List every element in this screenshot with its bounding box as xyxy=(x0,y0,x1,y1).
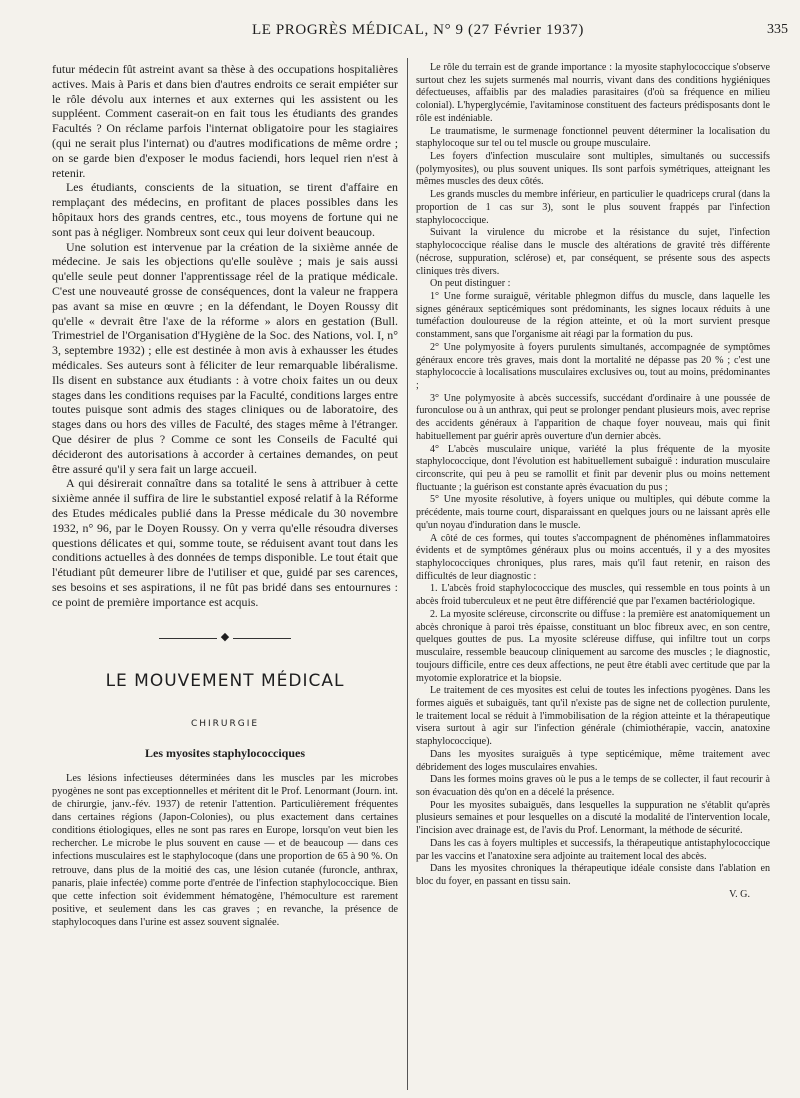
section-title: LE MOUVEMENT MÉDICAL xyxy=(105,670,345,691)
paragraph: Dans les myosites suraiguës à type septicémique, même traitement avec débridement des loges musculaires envahies. xyxy=(416,748,770,773)
paragraph: Dans les cas à foyers multiples et successifs, la thérapeutique antistaphylococcique par les vaccins et l'anatoxine sera adjointe au traitement local des abcès. xyxy=(416,837,770,862)
paragraph: Pour les myosites subaiguës, dans lesquelles la suppuration ne s'établit qu'après plusieurs semaines et pour lesquelles on a discuté la modalité de l'intervention locale, l'incision avec drainage est, de l'avis du Prof. Lenormant, la méthode de sécurité. xyxy=(416,799,770,837)
paragraph: 2° Une polymyosite à foyers purulents simultanés, accompagnée de symptômes généraux encore très graves, mais dont la mortalité ne dépasse pas 20 % ; c'est une staphylococcie à localisations musculaires exclusives ou, tout au moins, prédominantes ; xyxy=(416,341,770,391)
paragraph: Les foyers d'infection musculaire sont multiples, simultanés ou successifs (polymyosites), ou plus souvent uniques. Ils sont parfois symétriques, atteignant les mêmes muscles des deux côtés. xyxy=(416,151,770,188)
paragraph: 2. La myosite scléreuse, circonscrite ou diffuse : la première est anatomiquement un abcès chronique à paroi très épaisse, constituant un bloc fibreux avec, en son centre, quelques gouttes de pus. La myosite scléreuse diffuse, qui infiltre tout un corps musculaire, ressemble beaucoup cliniquement au sarcome des muscles ; le diagnostic, toujours difficile, entre ces deux affections, ne peut être établi avec certitude que par la myotomie exploratrice et la biopsie. xyxy=(416,608,770,684)
paragraph: Les lésions infectieuses déterminées dans les muscles par les microbes pyogènes ne sont pas exceptionnelles et méritent dit le Prof. Lenormant (Journ. int. de chirurgie, janv.-fév. 1937) de retenir l'attention. Particulièrement fréquentes dans certaines régions (Japon-Colonies), ou plus exactement dans certaines conditions étiologiques, elles ne sont pas rares en Europe, lorsqu'on veut bien les rechercher. Le microbe le plus souvent en cause — et de beaucoup — dans ces infections musculaires est le staphylocoque (dans une proportion de 65 à 90 %. On retrouve, dans plus de la moitié des cas, une lésion cutanée (furoncle, anthrax, panaris, plaie infectée) comme porte d'entrée de l'infection staphylococcique. Bien que cette infection soit évidemment hématogène, l'hémoculture est rarement positive, et seulement dans les cas graves ; en revanche, la présence de staphylocoques dans l'urine est assez souvent signalée. xyxy=(52,772,398,928)
editorial-text xyxy=(52,62,398,609)
article-title: Les myosites staphylococciques xyxy=(145,745,305,760)
ornament-line xyxy=(233,638,291,639)
paragraph: futur médecin fût astreint avant sa thèse à des occupations hospitalières actives. Mais à Paris et dans bien d'autres endroits ce serait empiéter sur le rôle dévolu aux internes et aux externes qui les assistent ou les suppléent. Comment caserait-on en fait tous les étudiants des grandes Facultés ? On réclame parfois l'internat obligatoire pour les stagiaires (qui ne serait plus l'internat) ou d'autres modifications de même ordre ; on se garde bien d'exposer le modus faciendi, hors lequel rien n'est à retenir. xyxy=(52,62,398,180)
paragraph: Les étudiants, conscients de la situation, se tirent d'affaire en remplaçant des médecins, en profitant de places possibles dans les hôpitaux hors des grands centres, etc., tous moyens de fortune qui ne sont pas à négliger. Nombreux sont ceux qui leur doivent beaucoup. xyxy=(52,180,398,239)
paragraph: On peut distinguer : xyxy=(430,278,511,290)
left-column xyxy=(52,62,398,929)
ornament-line xyxy=(159,638,217,639)
paragraph: Le traitement de ces myosites est celui de toutes les infections pyogènes. Dans les formes aiguës et subaiguës, tant qu'il n'existe pas de signe net de collection purulente, le traitement local se réduit à l'immobilisation de la région atteinte et la thérapeutique visera surtout à agir sur l'infection générale (chimiothérapie, vaccin, anatoxine staphylococcique). xyxy=(416,685,770,748)
paragraph: Les grands muscles du membre inférieur, en particulier le quadriceps crural (dans la proportion de 1 cas sur 3), sont le plus souvent frappés par l'infection staphylococcique. xyxy=(416,189,770,226)
paragraph: A côté de ces formes, qui toutes s'accompagnent de phénomènes inflammatoires évidents et de symptômes généraux plus ou moins accentués, il y a des myosites staphylococciques chroniques, plus rares, mais qu'il faut retenir, en raison des difficultés de leur diagnostic : xyxy=(416,532,770,582)
page-header xyxy=(48,22,788,44)
section-ornament xyxy=(52,631,398,644)
paragraph: A qui désirerait connaître dans sa totalité le sens à attribuer à cette sixième année il suffira de lire le substantiel exposé relatif à la Réforme des Etudes médicales publié dans la Presse médicale du 30 novembre 1932, n° 96, par le Doyen Roussy. On y verra qu'elle résoudra diverses questions délicates et qui, somme toute, se réduisent avant tout dans les conditions actuelles à des données de temps disponible. Le tout était que l'étudiant pût demeurer libre de l'utiliser et que, guidé par ses carences, ses besoins et ses aspirations, il ne fût pas bridé dans ses entournures : ce point de première importance est acquis. xyxy=(52,476,398,609)
ornament-diamond-icon: ◆ xyxy=(220,631,230,644)
paragraph: Dans les formes moins graves où le pus a le temps de se collecter, il faut recourir à son évacuation dès qu'on en a décelé la présence. xyxy=(416,774,770,798)
author-signature: V. G. xyxy=(729,888,750,900)
paragraph: 3° Une polymyosite à abcès successifs, succédant d'ordinaire à une poussée de furonculose ou à un anthrax, qui peut se prolonger pendant plusieurs mois, avec reprise des accidents généraux à l'apparition de chaque foyer nouveau, mais qui finit habituellement par guérir après ouverture d'un dernier abcès. xyxy=(416,392,770,442)
page-number: 335 xyxy=(767,22,788,37)
paragraph: 4° L'abcès musculaire unique, variété la plus fréquente de la myosite staphylococcique, dont l'évolution est habituellement subaiguë : induration musculaire circonscrite, qui peu à peu se ramollit et finit par devenir plus ou moins nettement fluctuante ; la guérison est constante après évacuation du pus ; xyxy=(416,443,770,493)
paragraph: 1° Une forme suraiguë, véritable phlegmon diffus du muscle, dans laquelle les signes généraux septicémiques sont prédominants, les signes locaux réduits à une tuméfaction douloureuse de la région atteinte, et où la mort survient presque constamment, sans que l'organisme ait réagi par la formation du pus. xyxy=(416,290,770,341)
subsection-title: CHIRURGIE xyxy=(190,718,260,729)
paragraph: Le rôle du terrain est de grande importance : la myosite staphylococcique s'observe surtout chez les sujets surmenés mal nourris, vivant dans des conditions hygiéniques défectueuses, affaiblis par des maladies parasitaires (d'où sa fréquence en milieu colonial). L'hyperglycémie, l'avitaminose constituent des facteurs prédisposants dont le rôle est indéniable. xyxy=(416,62,770,124)
paragraph: Suivant la virulence du microbe et la résistance du sujet, l'infection staphylococcique réalise dans le muscle des altérations de gravité très différente (nécrose, suppuration, sclérose) et, par conséquent, se présente sous des aspects cliniques très divers. xyxy=(416,227,770,277)
column-divider xyxy=(407,58,408,1090)
paragraph: Dans les myosites chroniques la thérapeutique idéale consiste dans l'ablation en bloc du foyer, en passant en tissu sain. xyxy=(416,863,770,887)
right-column xyxy=(416,62,770,901)
running-title: LE PROGRÈS MÉDICAL, N° 9 (27 Février 1937) xyxy=(251,22,584,38)
paragraph: Le traumatisme, le surmenage fonctionnel peuvent déterminer la localisation du staphylocoque sur tel ou tel muscle ou groupe musculaire. xyxy=(416,125,770,150)
paragraph: 5° Une myosite résolutive, à foyers unique ou multiples, qui débute comme la précédente, mais tourne court, disparaissant en quelques jours ou ne laissant après elle qu'un noyau d'induration dans le muscle. xyxy=(416,494,770,531)
paragraph: Une solution est intervenue par la création de la sixième année de médecine. Je sais les objections qu'elle soulève ; mais je sais aussi qu'elle seule peut donner l'apprentissage réel de la pratique médicale. C'est une nouveauté grosse de conséquences, dont la valeur ne frappera pas avant sa mise en œuvre ; en la défendant, le Doyen Roussy dit qu'elle « devrait être l'axe de la réforme » alors en gestation (Bull. Trimestriel de l'Organisation d'Hygiène de la Soc. des Nations, vol. I, n° 3, septembre 1932) ; elle est destinée à mon avis à exhausser les études médicales. Ses auteurs sont à féliciter de leur remarquable libéralisme. Ils disent en substance aux étudiants : à votre choix faites un ou deux stages dans les conditions requises par la Faculté, conditions larges entre toutes puisque sont admis des stages cliniques ou de laboratoire, des stages dans ou hors des villes de Faculté, des stages même à l'étranger. Que désirer de plus ? Comme ce sont les Conseils de Faculté qui décideront des autorisations à accorder à certaines demandes, on peut être assuré qu'il y sera fait un large accueil. xyxy=(52,239,398,476)
paragraph: 1. L'abcès froid staphylococcique des muscles, qui ressemble en tous points à un abcès froid tuberculeux et ne peut être différencié que par l'examen bactériologique. xyxy=(416,583,770,608)
